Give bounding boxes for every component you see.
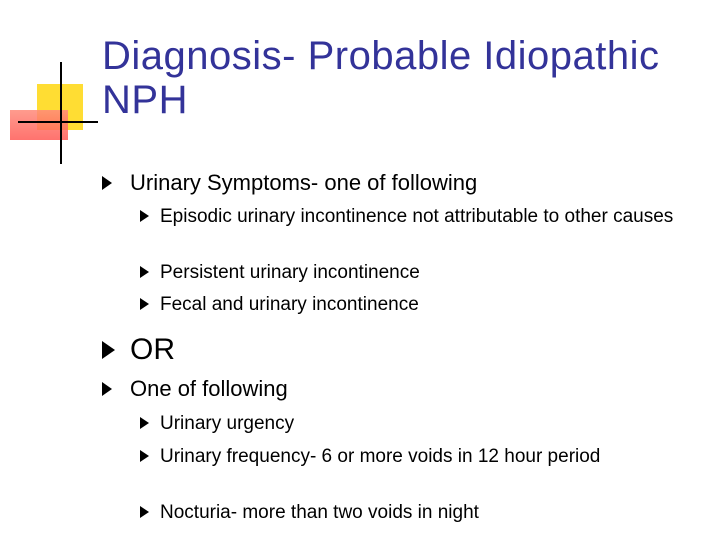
bullet-item-persistent-incontinence	[140, 262, 700, 284]
bullet-item-urinary-symptoms	[102, 170, 712, 196]
bullet-arrow-icon	[102, 176, 112, 190]
bullet-arrow-icon	[140, 506, 149, 518]
bullet-text: Nocturia- more than two voids in night	[160, 502, 479, 523]
bullet-arrow-icon	[140, 210, 149, 222]
slide-title	[102, 34, 722, 122]
bullet-arrow-icon	[140, 417, 149, 429]
bullet-item-urinary-frequency	[140, 446, 700, 468]
title-line-2: NPH	[102, 78, 188, 122]
bullet-item-urinary-urgency	[140, 413, 700, 435]
bullet-text: Urinary frequency- 6 or more voids in 12 hour period	[160, 446, 601, 467]
bullet-text: Episodic urinary incontinence not attributable to other causes	[160, 206, 674, 227]
bullet-text: One of following	[130, 376, 288, 401]
bullet-text: Fecal and urinary incontinence	[160, 294, 419, 315]
bullet-item-episodic-incontinence	[140, 206, 700, 228]
bullet-text: OR	[130, 333, 175, 366]
bullet-arrow-icon	[140, 266, 149, 278]
bullet-text: Urinary urgency	[160, 413, 295, 434]
bullet-item-nocturia	[140, 502, 700, 524]
bullet-text: Persistent urinary incontinence	[160, 262, 420, 283]
bullet-arrow-icon	[140, 298, 149, 310]
bullet-item-fecal-incontinence	[140, 294, 700, 316]
title-line-1: Diagnosis- Probable Idiopathic	[102, 34, 660, 78]
bullet-text: Urinary Symptoms- one of following	[130, 170, 478, 195]
bullet-arrow-icon	[102, 341, 115, 359]
bullet-arrow-icon	[102, 382, 112, 396]
bullet-item-or	[102, 333, 712, 367]
bullet-arrow-icon	[140, 450, 149, 462]
bullet-item-one-of-following	[102, 376, 712, 402]
